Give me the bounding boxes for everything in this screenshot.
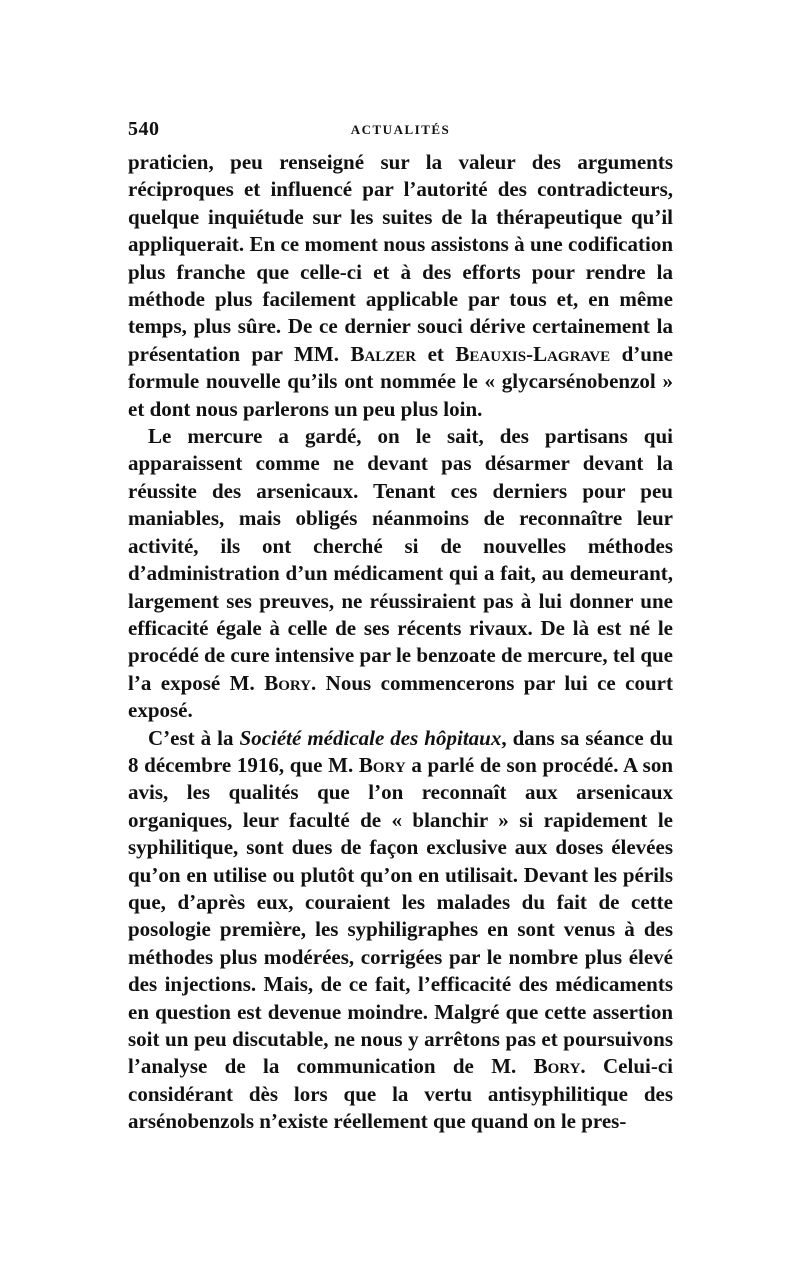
text-segment: et: [416, 341, 456, 366]
paragraph: [128, 149, 673, 423]
paragraph: [128, 423, 673, 724]
text-segment: a parlé de son procédé. A son avis, les qualités que l’on reconnaît aux arsenicaux organiques, leur faculté de « blanchir » si rapidement le syphilitique, sont dues de façon exclusive aux doses élevées qu’on en utilise ou plutôt qu’on en utilisait. Devant les périls que, d’après eux, couraient les malades du fait de cette posologie première, les syphiligraphes en sont venus à des méthodes plus modérées, corrigées par le nombre plus élevé des injections. Mais, de ce fait, l’efficacité des médicaments en question est devenue moindre. Malgré que cette assertion soit un peu discutable, ne nous y arrêtons pas et poursuivons l’analyse de la communication de M.: [128, 752, 674, 1079]
text-segment: . Celui-ci considérant dès lors que la vertu antisyphilitique des arsénobenzols n’existe réellement que quand on le pres-: [128, 1054, 673, 1134]
text-segment: praticien, peu renseigné sur la valeur des arguments réciproques et influencé par l’autorité des contradicteurs, quelque inquiétude sur les suites de la thérapeutique qu’il appliquerait. En ce moment nous assistons à une codification plus franche que celle-ci et à des efforts pour rendre la méthode plus facilement applicable par tous et, en même temps, plus sûre. De ce dernier souci dérive certainement la présentation par MM.: [128, 150, 673, 366]
running-head: ACTUALITÉS: [350, 122, 451, 137]
text-segment: . Nous commencerons par lui ce court exposé.: [128, 670, 673, 723]
text-segment: d’une formule nouvelle qu’ils ont nommée le « glycarsénobenzol » et dont nous parlerons un peu plus loin.: [128, 341, 673, 421]
author-name: Balzer: [350, 341, 417, 366]
author-name: Bory: [533, 1054, 581, 1079]
text-segment: , dans sa séance du 8 décembre 1916, que M.: [128, 725, 674, 777]
paragraph: [128, 725, 673, 1136]
text-segment: Le mercure a gardé, on le sait, des partisans qui apparaissent comme ne devant pas désarmer devant la réussite des arsenicaux. Tenant ces derniers pour peu maniables, mais obligés néanmoins de reconnaître leur activité, ils ont cherché si de nouvelles méthodes d’administration d’un médicament qui a fait, au demeurant, largement ses preuves, ne réussiraient pas à lui donner une efficacité égale à celle de ses récents rivaux. De là est né le procédé de cure intensive par le benzoate de mercure, tel que l’a exposé M.: [128, 424, 673, 695]
text-segment: C’est à la: [148, 725, 240, 750]
author-name: Bory: [264, 670, 311, 695]
author-name: Beauxis-Lagrave: [455, 341, 611, 366]
page-number: 540: [128, 118, 160, 140]
body-text: [128, 149, 673, 1136]
society-name: Société médicale des hôpitaux: [239, 725, 502, 750]
author-name: Bory: [358, 752, 406, 777]
page-header: [128, 118, 673, 144]
